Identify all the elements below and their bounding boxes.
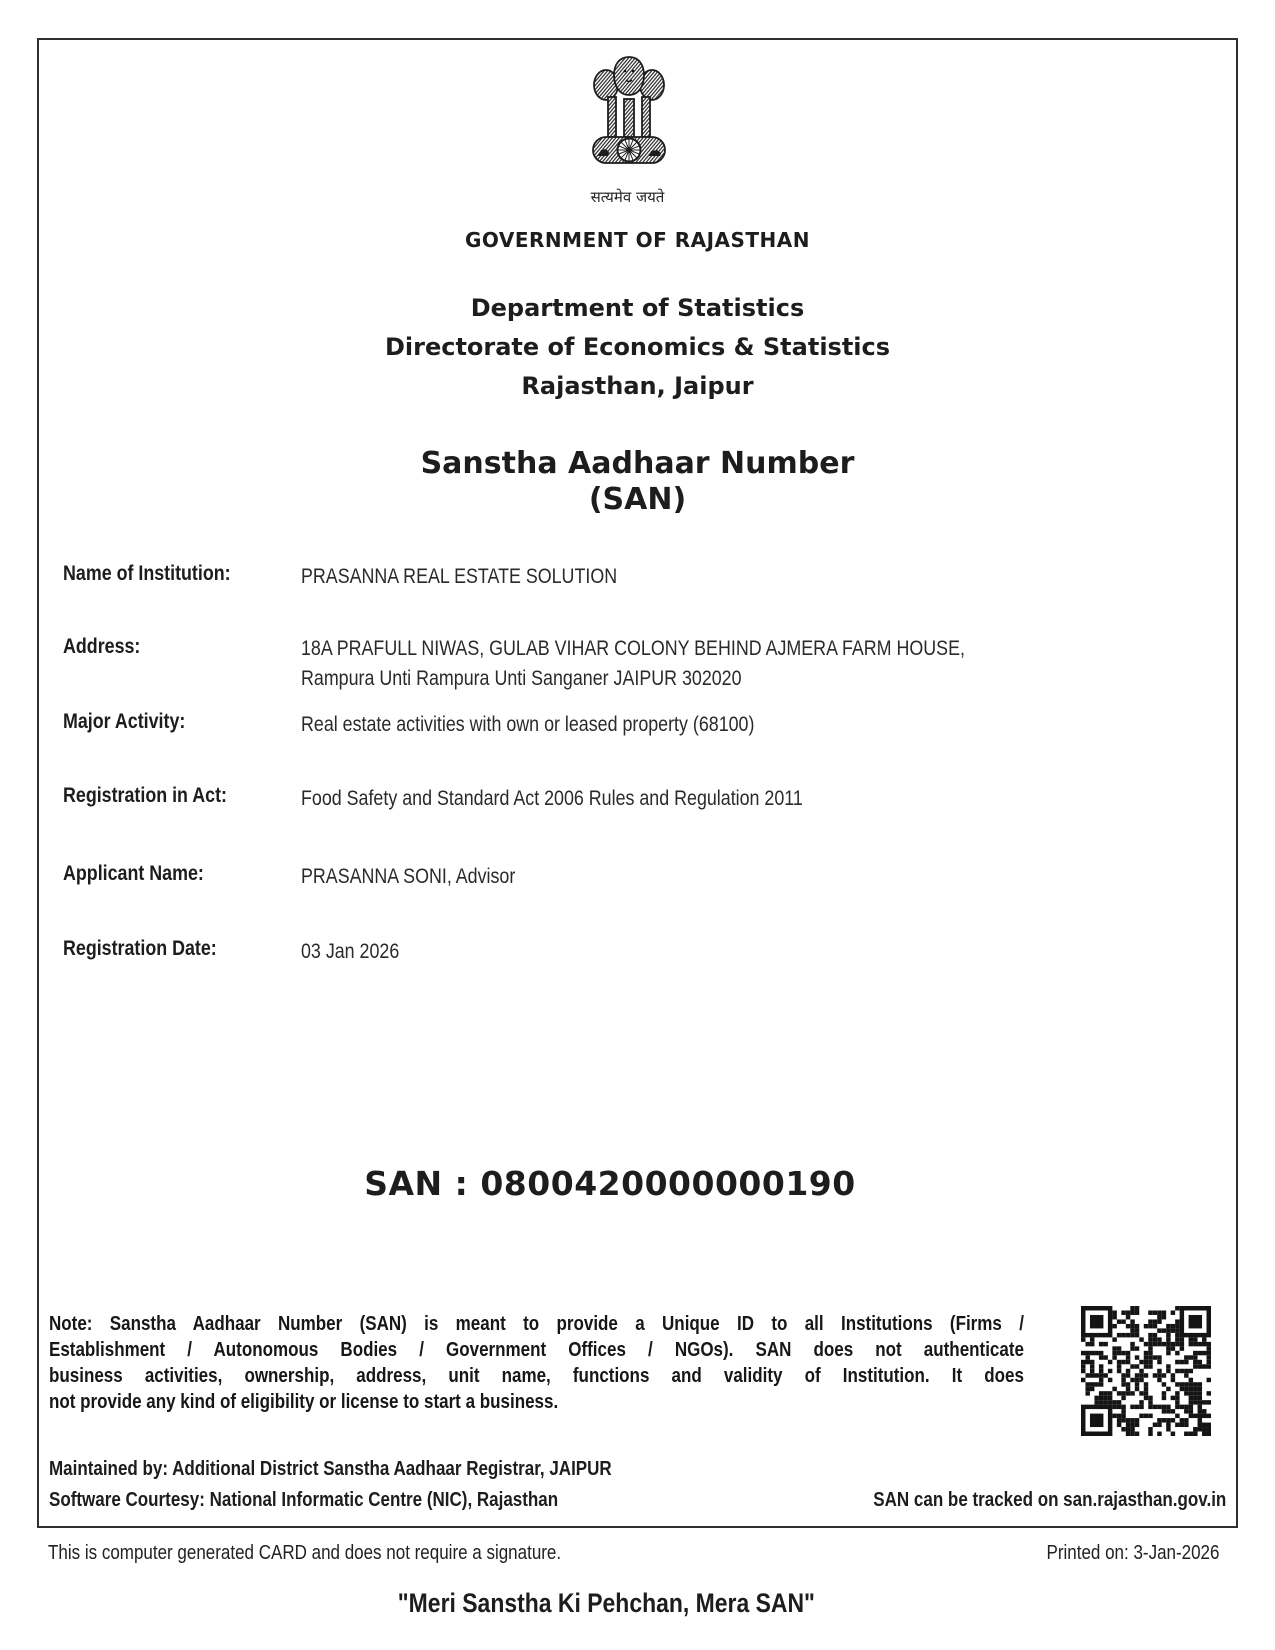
- computer-generated-note: [48, 1540, 652, 1565]
- printed-on-text: Printed on: 3-Jan-2026: [1046, 1542, 1219, 1564]
- department-line-3: Rajasthan, Jaipur: [521, 372, 754, 400]
- maintained-by: [49, 1456, 711, 1481]
- card-title-line-2: (SAN): [588, 482, 687, 517]
- slogan: [0, 1588, 1212, 1619]
- emblem-motto: सत्यमेव जयते: [590, 188, 665, 206]
- field-label: Major Activity:: [63, 710, 186, 733]
- field-value: Food Safety and Standard Act 2006 Rules and Regulation 2011: [301, 787, 803, 810]
- government-title: GOVERNMENT OF RAJASTHAN: [465, 228, 810, 252]
- note-line-2: Establishment / Autonomous Bodies / Government Offices / NGOs). SAN does not authenticate: [49, 1339, 1024, 1361]
- field-label: Applicant Name:: [63, 862, 204, 885]
- field-label: Registration Date:: [63, 937, 217, 960]
- card-title-line-1: Sanstha Aadhaar Number: [420, 446, 855, 481]
- maintained-by-text: Maintained by: Additional District Sanstha Aadhaar Registrar, JAIPUR: [49, 1458, 612, 1480]
- san-number: SAN : 0800420000000190: [364, 1164, 856, 1203]
- printed-on: [1016, 1540, 1219, 1565]
- department-lines: [39, 289, 1236, 406]
- note-line-1: Note: Sanstha Aadhaar Number (SAN) is meant to provide a Unique ID to all Institutions (Firms /: [49, 1313, 1024, 1335]
- field-label: Name of Institution:: [63, 562, 231, 585]
- software-courtesy-row: [49, 1489, 1226, 1512]
- field-value: 03 Jan 2026: [301, 940, 400, 963]
- department-line-1: Department of Statistics: [470, 294, 805, 322]
- tracking-url-text: SAN can be tracked on san.rajasthan.gov.in: [872, 1489, 1226, 1511]
- field-value: PRASANNA REAL ESTATE SOLUTION: [301, 565, 618, 588]
- national-emblem-icon: [581, 53, 677, 175]
- san-card-border: [37, 38, 1238, 1528]
- slogan-text: "Meri Sanstha Ki Pehchan, Mera SAN": [397, 1588, 815, 1618]
- note-line-3: business activities, ownership, address, unit name, functions and validity of Institution. It does: [49, 1365, 1024, 1387]
- field-label: Registration in Act:: [63, 784, 227, 807]
- field-value: Real estate activities with own or leased property (68100): [301, 713, 755, 736]
- qr-code-icon: [1081, 1306, 1211, 1436]
- field-value-line-2: Rampura Unti Rampura Unti Sanganer JAIPUR 302020: [301, 667, 742, 690]
- software-courtesy-text: Software Courtesy: National Informatic Centre (NIC), Rajasthan: [49, 1489, 559, 1511]
- department-line-2: Directorate of Economics & Statistics: [384, 333, 891, 361]
- field-value-line-1: 18A PRAFULL NIWAS, GULAB VIHAR COLONY BEHIND AJMERA FARM HOUSE,: [301, 637, 965, 660]
- card-title: [39, 446, 1236, 518]
- note-paragraph: [49, 1311, 1024, 1415]
- computer-generated-text: This is computer generated CARD and does not require a signature.: [48, 1542, 562, 1564]
- field-label: Address:: [63, 635, 141, 658]
- field-value: PRASANNA SONI, Advisor: [301, 865, 516, 888]
- note-line-4: not provide any kind of eligibility or license to start a business.: [49, 1391, 559, 1413]
